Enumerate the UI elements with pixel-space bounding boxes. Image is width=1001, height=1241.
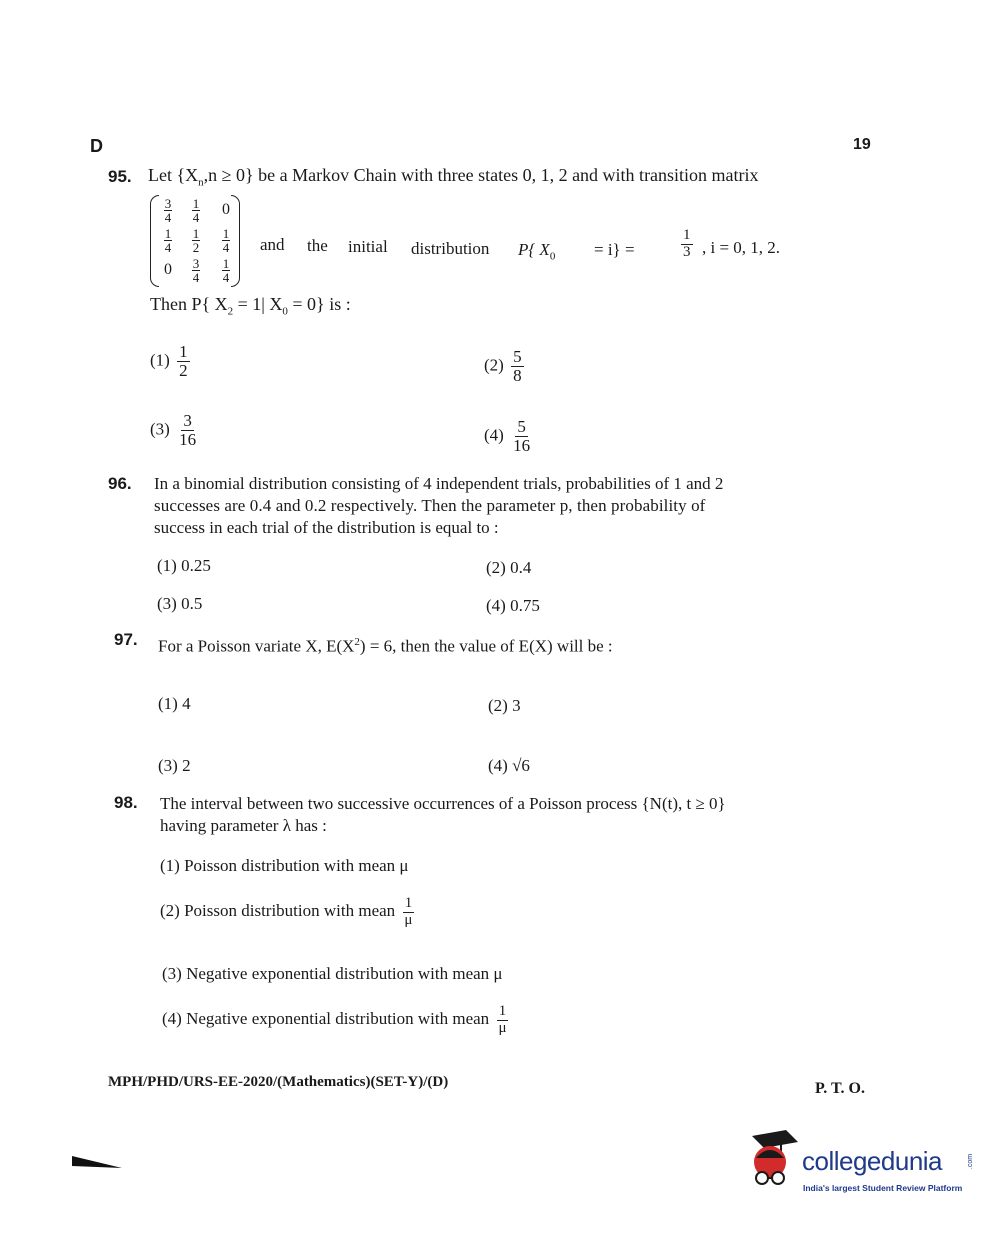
- q96-line-3: success in each trial of the distribution is equal to :: [154, 518, 499, 537]
- question-95-number: 95.: [108, 167, 132, 186]
- q95-i-range: , i = 0, 1, 2.: [702, 238, 781, 257]
- q95-p-expression: P{ $X_0$: [518, 240, 556, 263]
- footer-pto: P. T. O.: [815, 1080, 865, 1097]
- question-98-number: 98.: [114, 793, 138, 812]
- matrix-cell-1-2: $\frac{1}{4}$: [222, 226, 230, 255]
- question-97-number: 97.: [114, 630, 138, 649]
- footer-code: MPH/PHD/URS-EE-2020/(Mathematics)(SET-Y)/(D): [108, 1074, 449, 1090]
- logo-name: collegedunia: [802, 1146, 943, 1176]
- q96-option-4[interactable]: (4) 0.75: [486, 596, 540, 615]
- set-letter: D: [90, 136, 103, 156]
- scan-mark-icon: [72, 1150, 124, 1172]
- matrix-cell-0-2: 0: [222, 201, 230, 218]
- q98-line-1: The interval between two successive occurrences of a Poisson process {N(t), t ≥ 0}: [160, 794, 726, 813]
- question-95-text: Let $\{X_n,n \ge 0\}$ be a Markov Chain with three states 0, 1, 2 and with transition matrix: [148, 165, 759, 189]
- q98-option-4[interactable]: (4) Negative exponential distribution with mean $\frac{1}{\mu}$: [162, 1003, 507, 1036]
- q95-option-3[interactable]: (3) $\frac{3}{16}$: [150, 411, 197, 449]
- mascot-icon: [740, 1128, 800, 1192]
- matrix-cell-1-1: $\frac{1}{2}$: [192, 226, 200, 255]
- q96-option-2[interactable]: (2) 0.4: [486, 558, 532, 577]
- q95-the: the: [307, 236, 328, 255]
- q95-then: Then P{ $X_2 = 1|$ $X_0 = 0$} is :: [150, 294, 351, 318]
- q95-initial: initial: [348, 237, 388, 256]
- transition-matrix: [150, 195, 240, 287]
- q95-and: and: [260, 235, 285, 254]
- page-number: 19: [853, 136, 871, 153]
- q95-option-4[interactable]: (4) $\frac{5}{16}$: [484, 417, 531, 455]
- matrix-cell-2-2: $\frac{1}{4}$: [222, 256, 230, 285]
- q96-option-3[interactable]: (3) 0.5: [157, 594, 203, 613]
- q97-option-2[interactable]: (2) 3: [488, 696, 521, 715]
- q97-text: For a Poisson variate X, $E(X^2) = 6$, then the value of E(X) will be :: [158, 636, 613, 656]
- q98-option-1[interactable]: (1) Poisson distribution with mean μ: [160, 856, 409, 875]
- q97-option-3[interactable]: (3) 2: [158, 756, 191, 775]
- question-96-number: 96.: [108, 474, 132, 493]
- matrix-cell-0-1: $\frac{1}{4}$: [192, 196, 200, 225]
- q95-initial-fraction: $\frac{1}{3}$: [683, 227, 691, 260]
- matrix-cell-1-0: $\frac{1}{4}$: [164, 226, 172, 255]
- q96-option-1[interactable]: (1) 0.25: [157, 556, 211, 575]
- q98-option-3[interactable]: (3) Negative exponential distribution with mean μ: [162, 964, 503, 983]
- q98-option-2[interactable]: (2) Poisson distribution with mean $\frac{1}{\mu}$: [160, 895, 413, 928]
- q97-option-1[interactable]: (1) 4: [158, 694, 191, 713]
- logo-dotcom: .com: [967, 1153, 975, 1170]
- q98-line-2: having parameter λ has :: [160, 816, 327, 835]
- q95-option-1[interactable]: (1) $\frac{1}{2}$: [150, 342, 188, 380]
- q97-option-4[interactable]: (4) √6: [488, 756, 530, 775]
- collegedunia-logo[interactable]: [740, 1128, 980, 1200]
- q95-eq-i: = i} =: [594, 240, 635, 259]
- q95-option-2[interactable]: (2) $\frac{5}{8}$: [484, 347, 522, 385]
- matrix-cell-2-0: 0: [164, 261, 172, 278]
- matrix-cell-2-1: $\frac{3}{4}$: [192, 256, 200, 285]
- logo-tagline: India's largest Student Review Platform: [803, 1183, 963, 1193]
- q96-line-2: successes are 0.4 and 0.2 respectively. Then the parameter p, then probability of: [154, 496, 706, 515]
- q96-line-1: In a binomial distribution consisting of 4 independent trials, probabilities of 1 and 2: [154, 474, 724, 493]
- q95-distribution: distribution: [411, 239, 490, 258]
- matrix-cell-0-0: $\frac{3}{4}$: [164, 196, 172, 225]
